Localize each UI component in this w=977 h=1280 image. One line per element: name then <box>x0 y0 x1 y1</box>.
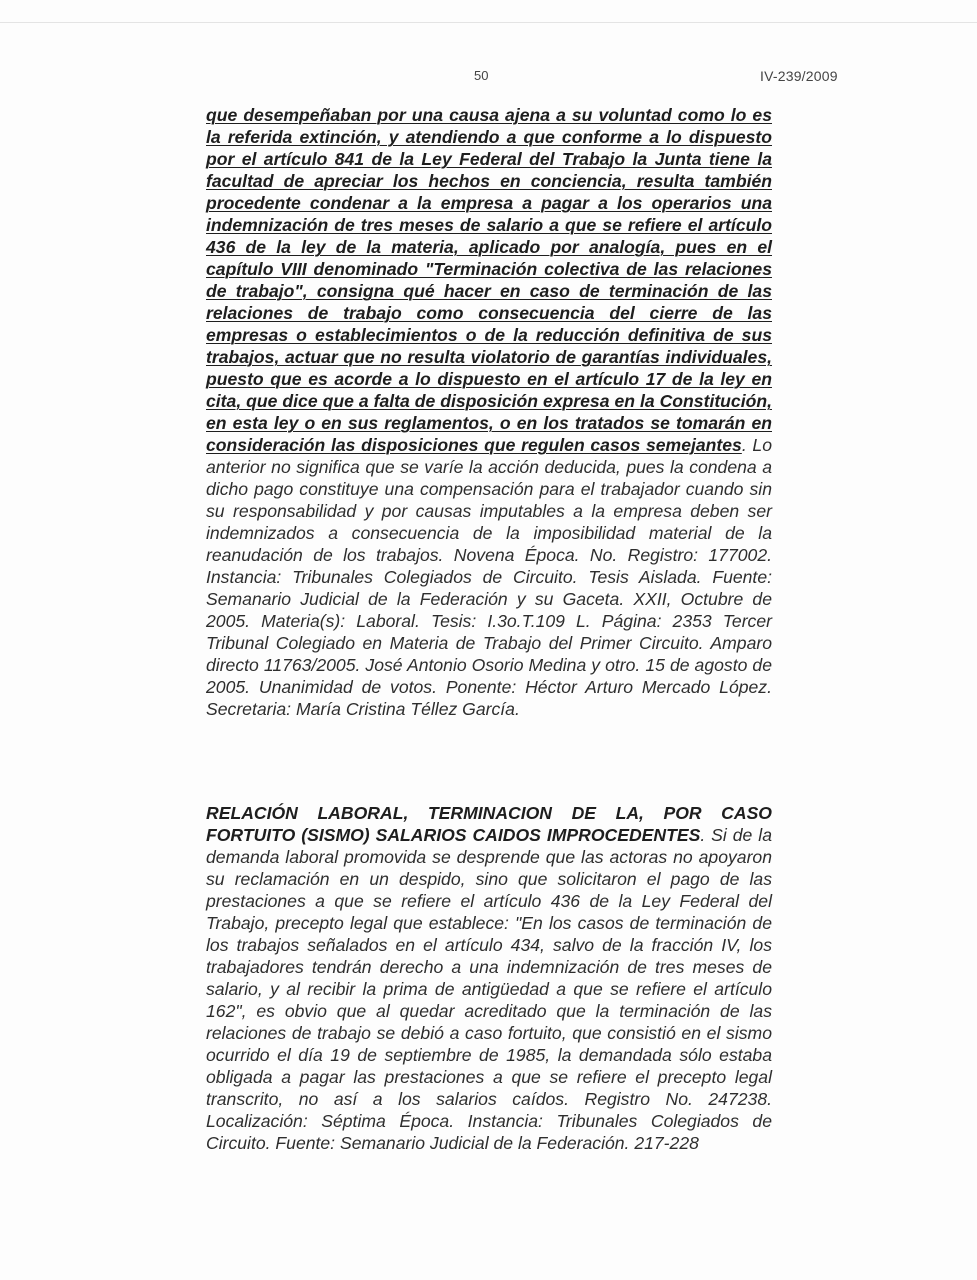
file-reference: IV-239/2009 <box>760 68 838 84</box>
page-number: 50 <box>474 68 489 83</box>
underlined-passage: que desempeñaban por una causa ajena a su voluntad como lo es la referida extinción, y atendiendo a que conforme a lo dispuesto por el artículo 841 de la Ley Federal del Trabajo la Junta tiene la facultad de apreciar los hechos en conciencia, resulta también procedente condenar a la empresa a pagar a los operarios una indemnización de tres meses de salario a que se refiere el artículo 436 de la ley de la materia, aplicado por analogía, pues en el capítulo VIII denominado "Terminación colectiva de las relaciones de trabajo", consigna qué hacer en caso de terminación de las relaciones de trabajo como consecuencia del cierre de las empresas o establecimientos o de la reducción definitiva de sus trabajos, actuar que no resulta violatorio de garantías individuales, puesto que es acorde a lo dispuesto en el artículo 17 de la ley en cita, que dice que a falta de disposición expresa en la Constitución, en esta ley o en sus reglamentos, o en los tratados se tomarán en consideración las disposiciones que regulen casos semejantes <box>206 105 772 455</box>
thesis-citation-text: . Lo anterior no significa que se varíe la acción deducida, pues la condena a dicho pago constituye una compensación para el trabajador cuando sin su responsabilidad y por causas imputables a la empresa deben ser indemnizados a consecuencia de la imposibilidad material de la reanudación de los trabajos. Novena Época. No. Registro: 177002. Instancia: Tribunales Colegiados de Circuito. Tesis Aislada. Fuente: Semanario Judicial de la Federación y su Gaceta. XXII, Octubre de 2005. Materia(s): Laboral. Tesis: I.3o.T.109 L. Página: 2353 Tercer Tribunal Colegiado en Materia de Trabajo del Primer Circuito. Amparo directo 11763/2005. José Antonio Osorio Medina y otro. 15 de agosto de 2005. Unanimidad de votos. Ponente: Héctor Arturo Mercado López. Secretaria: María Cristina Téllez García. <box>206 435 772 719</box>
top-rule <box>0 22 977 23</box>
thesis-body-text: . Si de la demanda laboral promovida se desprende que las actoras no apoyaron su reclamación en un despido, sino que solicitaron el pago de las prestaciones a que se refiere el artículo 436 de la Ley Federal del Trabajo, precepto legal que establece: "En los casos de terminación de los trabajos señalados en el artículo 434, salvo de la fracción IV, los trabajadores tendrán derecho a una indemnización de tres meses de salario, y al recibir la prima de antigüedad a que se refiere el artículo 162", es obvio que al quedar acreditado que la terminación de las relaciones de trabajo se debió a caso fortuito, que consistió en el sismo ocurrido el día 19 de septiembre de 1985, la demandada sólo estaba obligada a pagar las prestaciones a que se refiere el precepto legal transcrito, no así a los salarios caídos. Registro No. 247238. Localización: Séptima Época. Instancia: Tribunales Colegiados de Circuito. Fuente: Semanario Judicial de la Federación. 217-228 <box>206 825 772 1153</box>
thesis-excerpt-2 <box>206 802 772 1154</box>
thesis-excerpt-1 <box>206 104 772 720</box>
thesis-heading: RELACIÓN LABORAL, TERMINACION DE LA, POR CASO FORTUITO (SISMO) SALARIOS CAIDOS IMPROCEDENTES <box>206 803 772 845</box>
